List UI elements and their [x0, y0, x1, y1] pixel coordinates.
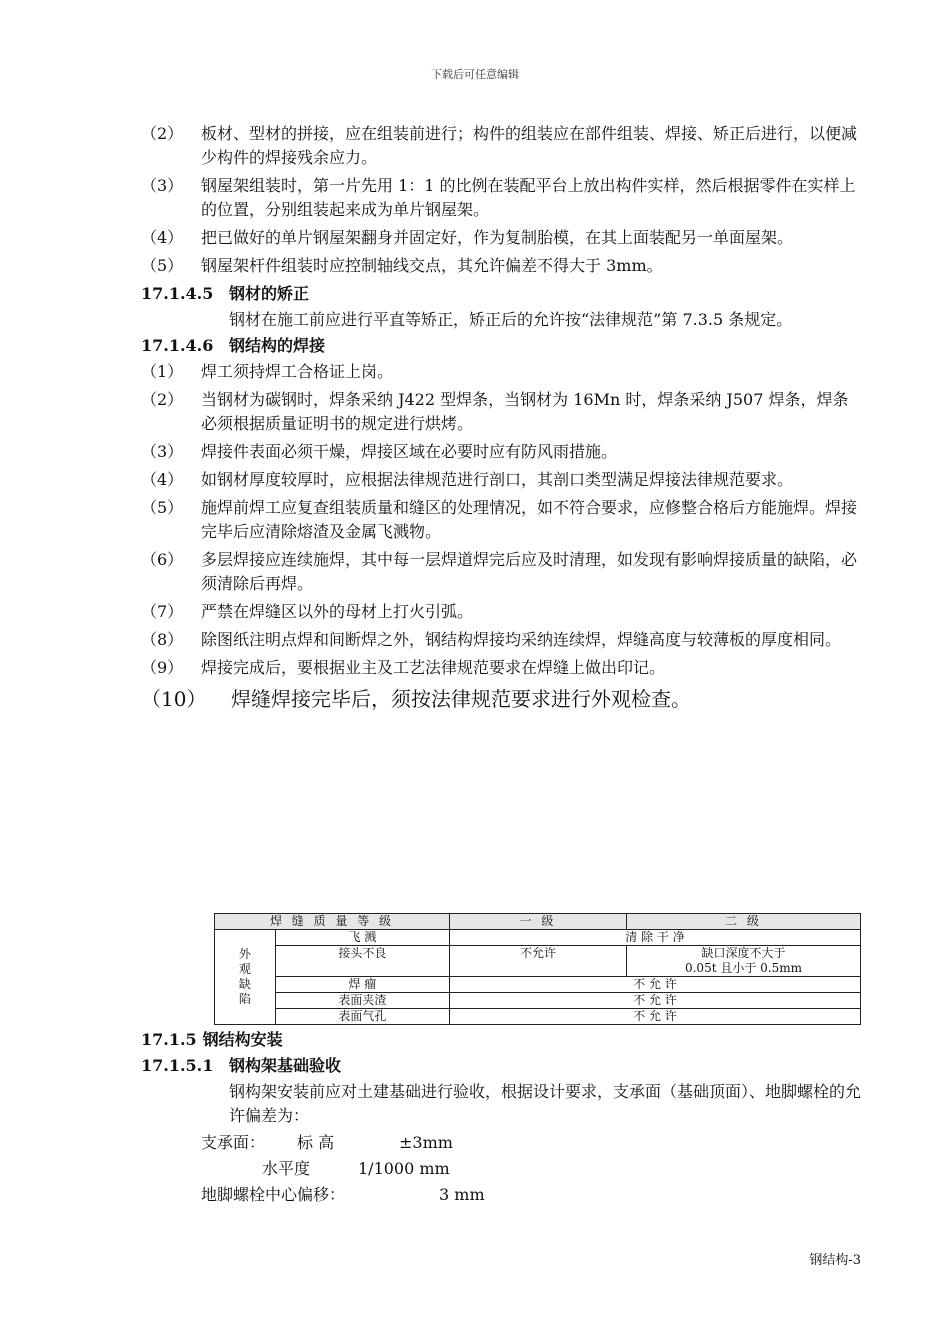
item-text: 焊接完成后，要根据业主及工艺法律规范要求在焊缝上做出印记。 [201, 658, 666, 677]
section-number: 17.1.5 [141, 1030, 197, 1049]
section-number: 17.1.4.6 [141, 336, 214, 355]
defect-name: 接头不良 [275, 946, 449, 977]
item-text: 如钢材厚度较厚时，应根据法律规范进行剖口，其剖口类型满足焊接法律规范要求。 [201, 470, 794, 489]
item-text: 焊工须持焊工合格证上岗。 [201, 362, 394, 381]
spec-value: 1/1000 mm [358, 1159, 450, 1178]
item-text: 当钢材为碳钢时，焊条采纳 J422 型焊条，当钢材为 16Mn 时，焊条采纳 J507 焊条，焊条必须根据质量证明书的规定进行烘烤。 [201, 390, 849, 433]
table-row [215, 977, 861, 993]
section-number: 17.1.4.5 [141, 284, 214, 303]
body-text [141, 122, 861, 718]
list-item [141, 388, 861, 436]
item-number: （6） [141, 550, 184, 569]
item-number: （3） [141, 176, 184, 195]
section-title: 钢材的矫正 [229, 284, 310, 303]
section-number: 17.1.5.1 [141, 1056, 214, 1075]
spec-value: 3 mm [439, 1185, 485, 1204]
list-item [141, 468, 861, 492]
defect-name: 表面夹渣 [275, 993, 449, 1009]
item-text: 钢屋架组装时，第一片先用 1：1 的比例在装配平台上放出构件实样，然后根据零件在实样上的位置，分别组装起来成为单片钢屋架。 [201, 176, 856, 219]
list-item [141, 440, 861, 464]
defect-name: 焊 瘤 [275, 977, 449, 993]
list-item [141, 628, 861, 652]
item-text: 严禁在焊缝区以外的母材上打火引弧。 [201, 602, 474, 621]
item-text: 焊缝焊接完毕后，须按法律规范要求进行外观检查。 [231, 687, 691, 711]
item-text: 除图纸注明点焊和间断焊之外，钢结构焊接均采纳连续焊，焊缝高度与较薄板的厚度相同。 [201, 630, 842, 649]
item-text: 多层焊接应连续施焊，其中每一层焊道焊完后应及时清理，如发现有影响焊接质量的缺陷，必须清除后再焊。 [201, 550, 858, 593]
defect-value: 不允许 [450, 946, 627, 977]
list-item [141, 656, 861, 680]
page-footer: 钢结构-3 [809, 1253, 861, 1268]
list-item [141, 174, 861, 222]
header-cell: 焊 缝 质 量 等 级 [215, 914, 450, 930]
spec-value: ±3mm [399, 1133, 453, 1152]
list-item [141, 254, 861, 278]
list-item [141, 600, 861, 624]
list-item [141, 548, 861, 596]
item-text: 把已做好的单片钢屋架翻身并固定好，作为复制胎模，在其上面装配另一单面屋架。 [201, 228, 794, 247]
spec-line [141, 1182, 861, 1208]
section-paragraph: 钢材在施工前应进行平直等矫正，矫正后的允许按“法律规范”第 7.3.5 条规定。 [229, 310, 793, 329]
item-number: （5） [141, 498, 184, 517]
header-cell: 二 级 [627, 914, 861, 930]
page-header: 下载后可任意编辑 [431, 68, 519, 81]
spec-line [141, 1156, 861, 1182]
defect-name: 表面气孔 [275, 1009, 449, 1025]
spec-label: 水平度 [262, 1159, 311, 1178]
item-number: （3） [141, 442, 184, 461]
item-number: （8） [141, 630, 184, 649]
item-text: 施焊前焊工应复查组装质量和缝区的处理情况，如不符合要求，应修整合格后方能施焊。焊接完毕后应清除熔渣及金属飞溅物。 [201, 498, 858, 541]
group-label: 外观缺陷 [238, 947, 251, 1006]
table-row [215, 1009, 861, 1025]
list-item [141, 122, 861, 170]
section-heading [141, 1054, 861, 1078]
section-heading [141, 334, 861, 358]
spec-label: 标 高 [297, 1133, 335, 1152]
section-heading [141, 282, 861, 306]
defect-value [627, 946, 861, 977]
table-row [215, 946, 861, 977]
group-cell [215, 930, 276, 1025]
item-number: （2） [141, 390, 184, 409]
spec-label: 支承面： [201, 1133, 266, 1152]
header-cell: 一 级 [450, 914, 627, 930]
item-number: （4） [141, 470, 184, 489]
item-number: （9） [141, 658, 184, 677]
table-row [215, 993, 861, 1009]
value-line: 0.05t 且小于 0.5mm [684, 961, 802, 975]
list-item [141, 684, 861, 714]
item-text: 钢屋架杆件组装时应控制轴线交点，其允许偏差不得大于 3mm。 [201, 256, 663, 275]
item-number: （10） [141, 687, 207, 711]
item-number: （4） [141, 228, 184, 247]
table-header-row [215, 914, 861, 930]
list-item [141, 226, 861, 250]
value-line: 缺口深度不大于 [701, 946, 786, 960]
table-row [215, 930, 861, 946]
weld-quality-table [214, 913, 861, 1025]
item-text: 板材、型材的拼接，应在组装前进行；构件的组装应在部件组装、焊接、矫正后进行，以便减少构件的焊接残余应力。 [201, 124, 858, 167]
defect-value: 不 允 许 [450, 993, 861, 1009]
item-number: （1） [141, 362, 184, 381]
spec-label: 地脚螺栓中心偏移： [201, 1185, 346, 1204]
list-item [141, 496, 861, 544]
item-number: （2） [141, 124, 184, 143]
defect-value: 不 允 许 [450, 1009, 861, 1025]
installation-section [141, 1028, 861, 1208]
item-text: 焊接件表面必须干燥，焊接区域在必要时应有防风雨措施。 [201, 442, 618, 461]
item-number: （7） [141, 602, 184, 621]
section-title: 钢结构的焊接 [229, 336, 326, 355]
list-item [141, 360, 861, 384]
defect-value: 不 允 许 [450, 977, 861, 993]
section-title: 钢结构安装 [202, 1030, 283, 1049]
section-heading [141, 1028, 861, 1052]
defect-name: 飞 溅 [275, 930, 449, 946]
section-paragraph: 钢构架安装前应对土建基础进行验收，根据设计要求，支承面（基础顶面）、地脚螺栓的允许偏差为： [229, 1082, 862, 1125]
defect-value: 清 除 干 净 [450, 930, 861, 946]
item-number: （5） [141, 256, 184, 275]
section-title: 钢构架基础验收 [229, 1056, 342, 1075]
spec-line [141, 1130, 861, 1156]
